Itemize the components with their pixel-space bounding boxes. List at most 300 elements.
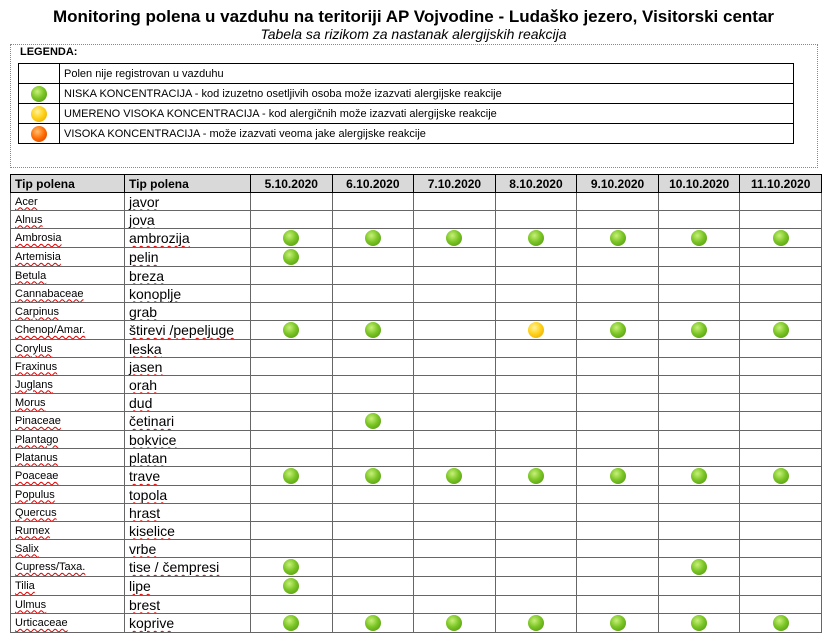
concentration-cell	[577, 248, 659, 267]
low-concentration-dot-icon	[528, 468, 544, 484]
pollen-latin-name	[11, 522, 125, 540]
concentration-cell	[332, 376, 414, 394]
concentration-cell	[414, 267, 496, 285]
concentration-cell	[495, 596, 577, 614]
pollen-latin-name	[11, 340, 125, 358]
pollen-latin-name	[11, 394, 125, 412]
concentration-cell	[495, 486, 577, 504]
concentration-cell	[251, 431, 333, 449]
concentration-cell	[658, 285, 740, 303]
pollen-local-text: kiselice	[129, 522, 175, 539]
concentration-cell	[414, 596, 496, 614]
legend-text: UMERENO VISOKA KONCENTRACIJA - kod alergičnih može izazvati alergijske reakcije	[60, 104, 794, 124]
concentration-cell	[740, 522, 822, 540]
pollen-latin-text: Juglans	[15, 378, 53, 391]
concentration-cell	[332, 267, 414, 285]
table-row	[11, 486, 822, 504]
low-concentration-dot-icon	[691, 322, 707, 338]
pollen-local-text: bokvice	[129, 431, 177, 448]
pollen-local-name	[125, 596, 251, 614]
concentration-cell	[495, 267, 577, 285]
pollen-latin-name	[11, 577, 125, 596]
concentration-cell	[414, 412, 496, 431]
concentration-cell	[577, 431, 659, 449]
low-concentration-dot-icon	[283, 615, 299, 631]
low-concentration-dot-icon	[773, 468, 789, 484]
column-header-date: 5.10.2020	[251, 175, 333, 193]
concentration-cell	[577, 412, 659, 431]
pollen-latin-text: Urticaceae	[15, 617, 68, 629]
concentration-cell	[658, 596, 740, 614]
pollen-table	[10, 174, 822, 633]
concentration-cell	[251, 376, 333, 394]
concentration-cell	[740, 431, 822, 449]
low-concentration-dot-icon	[528, 615, 544, 631]
low-concentration-dot-icon	[691, 615, 707, 631]
table-row	[11, 577, 822, 596]
low-concentration-dot-icon	[528, 230, 544, 246]
pollen-local-name	[125, 467, 251, 486]
concentration-cell	[658, 303, 740, 321]
legend-marker-cell	[19, 84, 60, 104]
concentration-cell	[658, 449, 740, 467]
pollen-local-name	[125, 504, 251, 522]
pollen-latin-name	[11, 467, 125, 486]
concentration-cell	[251, 540, 333, 558]
concentration-cell	[740, 558, 822, 577]
header	[0, 6, 827, 42]
column-header-local: Tip polena	[125, 175, 251, 193]
column-header-date: 11.10.2020	[740, 175, 822, 193]
low-concentration-dot-icon	[773, 615, 789, 631]
pollen-latin-name	[11, 267, 125, 285]
high-concentration-dot-icon	[31, 126, 47, 142]
pollen-local-name	[125, 267, 251, 285]
pollen-local-text: pelin	[129, 249, 159, 265]
pollen-latin-text: Cupress/Taxa.	[15, 561, 86, 573]
concentration-cell	[740, 248, 822, 267]
pollen-local-text: konoplje	[129, 285, 182, 302]
pollen-local-text: vrbe	[129, 540, 157, 557]
pollen-local-text: platan	[129, 449, 168, 466]
pollen-local-name	[125, 340, 251, 358]
low-concentration-dot-icon	[365, 413, 381, 429]
concentration-cell	[495, 449, 577, 467]
concentration-cell	[658, 412, 740, 431]
low-concentration-dot-icon	[610, 615, 626, 631]
pollen-latin-name	[11, 486, 125, 504]
concentration-cell	[251, 321, 333, 340]
concentration-cell	[332, 321, 414, 340]
legend-text: Polen nije registrovan u vazduhu	[60, 64, 794, 84]
pollen-latin-name	[11, 285, 125, 303]
pollen-local-text: breza	[129, 267, 165, 284]
concentration-cell	[332, 449, 414, 467]
pollen-latin-text: Artemisia	[15, 251, 61, 263]
low-concentration-dot-icon	[691, 230, 707, 246]
concentration-cell	[332, 558, 414, 577]
concentration-cell	[577, 467, 659, 486]
mid-concentration-dot-icon	[31, 106, 47, 122]
concentration-cell	[332, 467, 414, 486]
pollen-latin-text: Salix	[15, 542, 39, 555]
concentration-cell	[740, 358, 822, 376]
table-row	[11, 540, 822, 558]
pollen-latin-name	[11, 321, 125, 340]
pollen-latin-name	[11, 211, 125, 229]
table-row	[11, 376, 822, 394]
column-header-date: 8.10.2020	[495, 175, 577, 193]
pollen-latin-name	[11, 558, 125, 577]
pollen-latin-name	[11, 303, 125, 321]
concentration-cell	[740, 596, 822, 614]
pollen-latin-name	[11, 376, 125, 394]
page-subtitle: Tabela sa rizikom za nastanak alergijskih reakcija	[260, 26, 567, 42]
pollen-local-name	[125, 486, 251, 504]
concentration-cell	[251, 211, 333, 229]
concentration-cell	[414, 394, 496, 412]
concentration-cell	[332, 540, 414, 558]
concentration-cell	[577, 358, 659, 376]
concentration-cell	[332, 285, 414, 303]
pollen-latin-text: Chenop/Amar.	[15, 324, 86, 336]
low-concentration-dot-icon	[773, 230, 789, 246]
pollen-local-name	[125, 412, 251, 431]
concentration-cell	[251, 267, 333, 285]
table-row	[11, 504, 822, 522]
concentration-cell	[740, 467, 822, 486]
low-concentration-dot-icon	[610, 322, 626, 338]
pollen-local-text: štirevi /pepeljuge	[129, 322, 235, 338]
low-concentration-dot-icon	[446, 615, 462, 631]
table-row	[11, 431, 822, 449]
concentration-cell	[577, 211, 659, 229]
pollen-latin-text: Morus	[15, 396, 46, 409]
concentration-cell	[251, 303, 333, 321]
table-row	[11, 285, 822, 303]
concentration-cell	[251, 340, 333, 358]
concentration-cell	[251, 394, 333, 412]
concentration-cell	[495, 412, 577, 431]
pollen-local-text: koprive	[129, 615, 175, 631]
concentration-cell	[332, 614, 414, 633]
concentration-cell	[332, 358, 414, 376]
pollen-local-name	[125, 358, 251, 376]
concentration-cell	[658, 229, 740, 248]
column-header-date: 10.10.2020	[658, 175, 740, 193]
pollen-latin-text: Cannabaceae	[15, 287, 84, 300]
table-header-row	[11, 175, 822, 193]
concentration-cell	[251, 596, 333, 614]
concentration-cell	[658, 376, 740, 394]
concentration-cell	[332, 394, 414, 412]
concentration-cell	[740, 340, 822, 358]
low-concentration-dot-icon	[691, 559, 707, 575]
concentration-cell	[740, 229, 822, 248]
concentration-cell	[740, 321, 822, 340]
concentration-cell	[332, 504, 414, 522]
low-concentration-dot-icon	[365, 322, 381, 338]
pollen-local-name	[125, 449, 251, 467]
concentration-cell	[577, 504, 659, 522]
pollen-local-name	[125, 540, 251, 558]
concentration-cell	[577, 229, 659, 248]
table-row	[11, 358, 822, 376]
pollen-latin-name	[11, 358, 125, 376]
concentration-cell	[658, 558, 740, 577]
low-concentration-dot-icon	[283, 559, 299, 575]
concentration-cell	[414, 504, 496, 522]
low-concentration-dot-icon	[283, 322, 299, 338]
concentration-cell	[414, 193, 496, 211]
table-row	[11, 596, 822, 614]
concentration-cell	[740, 193, 822, 211]
concentration-cell	[577, 596, 659, 614]
mid-concentration-dot-icon	[528, 322, 544, 338]
pollen-local-text: brest	[129, 596, 161, 613]
concentration-cell	[495, 376, 577, 394]
concentration-cell	[332, 431, 414, 449]
concentration-cell	[414, 467, 496, 486]
table-row	[11, 229, 822, 248]
column-header-date: 7.10.2020	[414, 175, 496, 193]
low-concentration-dot-icon	[365, 230, 381, 246]
concentration-cell	[495, 303, 577, 321]
concentration-cell	[332, 486, 414, 504]
concentration-cell	[332, 340, 414, 358]
concentration-cell	[414, 522, 496, 540]
pollen-local-name	[125, 211, 251, 229]
concentration-cell	[577, 376, 659, 394]
concentration-cell	[251, 248, 333, 267]
table-row	[11, 522, 822, 540]
pollen-latin-name	[11, 412, 125, 431]
concentration-cell	[740, 211, 822, 229]
concentration-cell	[251, 522, 333, 540]
legend-text: NISKA KONCENTRACIJA - kod izuzetno osetljivih osoba može izazvati alergijske reakcije	[60, 84, 794, 104]
legend-marker-cell	[19, 124, 60, 144]
concentration-cell	[658, 467, 740, 486]
concentration-cell	[495, 467, 577, 486]
pollen-local-name	[125, 376, 251, 394]
pollen-local-text: jasen	[129, 358, 163, 375]
pollen-latin-name	[11, 431, 125, 449]
pollen-latin-text: Rumex	[15, 524, 50, 537]
table-row	[11, 558, 822, 577]
low-concentration-dot-icon	[610, 468, 626, 484]
concentration-cell	[658, 267, 740, 285]
concentration-cell	[577, 486, 659, 504]
concentration-cell	[251, 614, 333, 633]
concentration-cell	[251, 358, 333, 376]
concentration-cell	[740, 285, 822, 303]
concentration-cell	[332, 522, 414, 540]
concentration-cell	[740, 394, 822, 412]
low-concentration-dot-icon	[31, 86, 47, 102]
table-row	[11, 394, 822, 412]
page-title: Monitoring polena u vazduhu na teritoriji AP Vojvodine - Ludaško jezero, Visitorski centar	[52, 7, 775, 26]
concentration-cell	[658, 540, 740, 558]
concentration-cell	[658, 522, 740, 540]
concentration-cell	[740, 540, 822, 558]
concentration-cell	[332, 193, 414, 211]
pollen-latin-name	[11, 596, 125, 614]
pollen-local-name	[125, 394, 251, 412]
pollen-latin-text: Alnus	[15, 213, 43, 226]
concentration-cell	[740, 449, 822, 467]
concentration-cell	[577, 449, 659, 467]
concentration-cell	[577, 558, 659, 577]
concentration-cell	[577, 540, 659, 558]
pollen-local-text: tise / čempresi	[129, 559, 220, 575]
pollen-local-text: orah	[129, 376, 158, 393]
column-header-date: 6.10.2020	[332, 175, 414, 193]
pollen-latin-name	[11, 193, 125, 211]
concentration-cell	[577, 340, 659, 358]
table-row	[11, 193, 822, 211]
concentration-cell	[740, 504, 822, 522]
pollen-local-text: hrast	[129, 504, 161, 521]
pollen-latin-text: Ambrosia	[15, 232, 62, 244]
pollen-latin-name	[11, 449, 125, 467]
concentration-cell	[577, 577, 659, 596]
concentration-cell	[414, 486, 496, 504]
pollen-local-text: javor	[129, 193, 160, 210]
concentration-cell	[251, 285, 333, 303]
concentration-cell	[740, 412, 822, 431]
concentration-cell	[495, 248, 577, 267]
concentration-cell	[332, 303, 414, 321]
concentration-cell	[740, 614, 822, 633]
pollen-latin-text: Plantago	[15, 433, 59, 446]
table-row	[11, 614, 822, 633]
pollen-latin-text: Betula	[15, 269, 47, 282]
concentration-cell	[332, 596, 414, 614]
pollen-local-name	[125, 303, 251, 321]
pollen-local-text: četinari	[129, 413, 175, 429]
table-row	[11, 449, 822, 467]
pollen-latin-name	[11, 504, 125, 522]
low-concentration-dot-icon	[365, 615, 381, 631]
concentration-cell	[495, 193, 577, 211]
low-concentration-dot-icon	[446, 468, 462, 484]
concentration-cell	[251, 504, 333, 522]
table-row	[11, 412, 822, 431]
concentration-cell	[495, 522, 577, 540]
pollen-latin-name	[11, 614, 125, 633]
pollen-local-name	[125, 431, 251, 449]
table-row	[11, 267, 822, 285]
concentration-cell	[658, 614, 740, 633]
low-concentration-dot-icon	[446, 230, 462, 246]
concentration-cell	[495, 321, 577, 340]
concentration-cell	[658, 431, 740, 449]
concentration-cell	[577, 394, 659, 412]
legend-row	[19, 104, 794, 124]
concentration-cell	[414, 614, 496, 633]
pollen-local-text: jova	[129, 211, 155, 228]
pollen-local-name	[125, 248, 251, 267]
concentration-cell	[414, 340, 496, 358]
concentration-cell	[658, 340, 740, 358]
pollen-latin-text: Quercus	[15, 506, 57, 519]
table-row	[11, 321, 822, 340]
column-header-date: 9.10.2020	[577, 175, 659, 193]
pollen-latin-name	[11, 540, 125, 558]
concentration-cell	[495, 340, 577, 358]
pollen-latin-text: Ulmus	[15, 598, 47, 611]
concentration-cell	[414, 229, 496, 248]
pollen-local-text: topola	[129, 486, 168, 503]
pollen-local-name	[125, 558, 251, 577]
low-concentration-dot-icon	[610, 230, 626, 246]
pollen-latin-text: Populus	[15, 488, 55, 501]
concentration-cell	[740, 376, 822, 394]
concentration-cell	[658, 321, 740, 340]
concentration-cell	[658, 358, 740, 376]
concentration-cell	[495, 358, 577, 376]
concentration-cell	[414, 558, 496, 577]
concentration-cell	[251, 229, 333, 248]
legend-marker-cell	[19, 104, 60, 124]
concentration-cell	[740, 577, 822, 596]
table-row	[11, 340, 822, 358]
concentration-cell	[251, 193, 333, 211]
concentration-cell	[658, 394, 740, 412]
pollen-local-name	[125, 321, 251, 340]
concentration-cell	[495, 211, 577, 229]
pollen-latin-name	[11, 248, 125, 267]
concentration-cell	[658, 486, 740, 504]
concentration-cell	[495, 394, 577, 412]
pollen-local-name	[125, 522, 251, 540]
pollen-local-name	[125, 285, 251, 303]
table-row	[11, 303, 822, 321]
concentration-cell	[658, 193, 740, 211]
concentration-cell	[251, 558, 333, 577]
concentration-cell	[251, 486, 333, 504]
concentration-cell	[332, 211, 414, 229]
concentration-cell	[495, 504, 577, 522]
table-row	[11, 467, 822, 486]
pollen-local-text: ambrozija	[129, 230, 190, 246]
concentration-cell	[251, 449, 333, 467]
concentration-cell	[414, 248, 496, 267]
pollen-latin-text: Acer	[15, 195, 38, 208]
concentration-cell	[414, 321, 496, 340]
concentration-cell	[495, 229, 577, 248]
concentration-cell	[414, 449, 496, 467]
concentration-cell	[577, 285, 659, 303]
concentration-cell	[414, 303, 496, 321]
concentration-cell	[658, 504, 740, 522]
concentration-cell	[251, 577, 333, 596]
pollen-latin-text: Fraxinus	[15, 360, 58, 373]
concentration-cell	[495, 431, 577, 449]
pollen-latin-text: Corylus	[15, 342, 53, 355]
legend-row	[19, 124, 794, 144]
low-concentration-dot-icon	[365, 468, 381, 484]
concentration-cell	[414, 211, 496, 229]
concentration-cell	[414, 431, 496, 449]
pollen-local-text: grab	[129, 303, 158, 320]
concentration-cell	[495, 614, 577, 633]
concentration-cell	[251, 467, 333, 486]
pollen-latin-text: Pinaceae	[15, 415, 61, 427]
concentration-cell	[332, 577, 414, 596]
concentration-cell	[495, 577, 577, 596]
concentration-cell	[332, 248, 414, 267]
